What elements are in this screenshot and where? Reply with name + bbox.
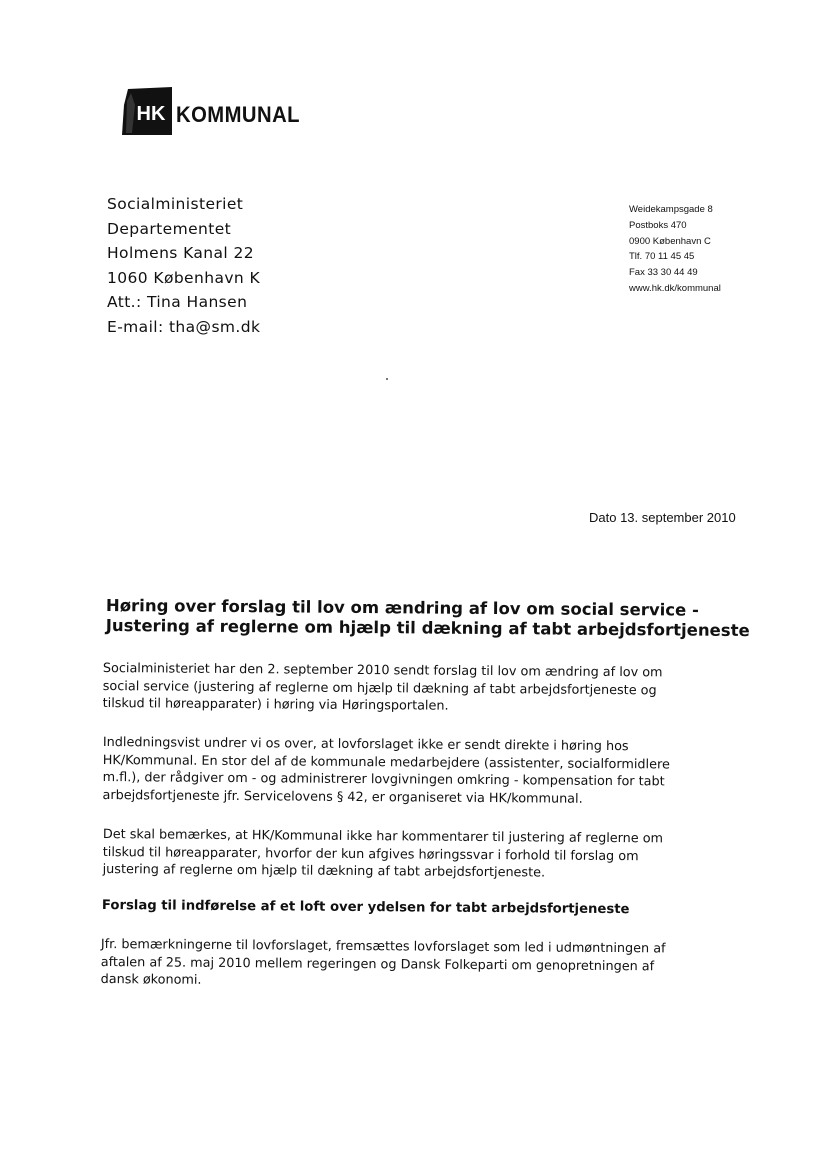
paragraph-3 <box>103 826 664 883</box>
paragraph-4 <box>101 936 666 993</box>
recipient-email: E-mail: tha@sm.dk <box>107 317 261 336</box>
recipient-line: Socialministeriet <box>107 195 244 213</box>
sender-line: Postboks 470 <box>629 219 687 231</box>
hk-kommunal-logo <box>118 84 311 136</box>
recipient-line: Holmens Kanal 22 <box>107 244 254 262</box>
paragraph-line: m.fl.), der rådgiver om - og administrerer lovgivningen omkring - kompensation for tabt <box>102 770 665 790</box>
paragraph-line: Socialministeriet har den 2. september 2010 sendt forslag til lov om ændring af lov om <box>102 660 663 681</box>
paragraph-line: justering af reglerne om hjælp til dækning af tabt arbejdsfortjeneste. <box>102 862 546 881</box>
paragraph-line: tilskud til høreapparater, hvorfor der kun afgives høringssvar i forhold til forslag om <box>102 844 639 864</box>
recipient-line: Att.: Tina Hansen <box>107 293 248 311</box>
paragraph-line: Indledningsvist undrer vi os over, at lovforslaget ikke er sendt direkte i høring hos <box>102 734 629 755</box>
sender-website: www.hk.dk/kommunal <box>629 282 721 294</box>
title-line: Høring over forslag til lov om ændring af lov om social service - <box>105 596 699 620</box>
hk-logo-mark-icon <box>118 85 174 135</box>
paragraph-line: social service (justering af reglerne om hjælp til dækning af tabt arbejdsfortjeneste og <box>102 678 657 698</box>
section-subheading: Forslag til indførelse af et loft over ydelsen for tabt arbejdsfortjeneste <box>101 898 630 918</box>
logo-mark-text: HK <box>136 103 166 125</box>
paragraph-2 <box>102 734 670 809</box>
paragraph-line: Jfr. bemærkningerne til lovforslaget, fremsættes lovforslaget som led i udmøntningen af <box>100 936 666 957</box>
paragraph-line: Det skal bemærkes, at HK/Kommunal ikke har kommentarer til justering af reglerne om <box>102 826 664 847</box>
sender-phone: Tlf. 70 11 45 45 <box>629 251 695 263</box>
letter-title <box>106 596 750 641</box>
recipient-line: Departementet <box>107 219 232 238</box>
sender-address <box>629 202 721 297</box>
letter-date: Dato 13. september 2010 <box>589 510 736 525</box>
paragraph-1 <box>103 660 663 717</box>
scan-speck <box>386 378 388 380</box>
paragraph-line: tilskud til høreapparater) i høring via Høringsportalen. <box>102 696 449 714</box>
paragraph-line: HK/Kommunal. En stor del af de kommunale medarbejdere (assistenter, socialformidlere <box>102 752 670 773</box>
title-line: Justering af reglerne om hjælp til dækning af tabt arbejdsfortjeneste <box>105 615 750 641</box>
paragraph-line: arbejdsfortjeneste jfr. Servicelovens § 42, er organiseret via HK/kommunal. <box>102 787 583 807</box>
sender-line: 0900 København C <box>629 235 711 247</box>
recipient-line: 1060 København K <box>107 268 261 287</box>
sender-fax: Fax 33 30 44 49 <box>629 267 698 279</box>
paragraph-line: dansk økonomi. <box>100 972 202 988</box>
logo-text: KOMMUNAL <box>176 102 300 127</box>
paragraph-line: aftalen af 25. maj 2010 mellem regeringen og Dansk Folkeparti om genopretningen af <box>100 954 655 974</box>
sender-line: Weidekampsgade 8 <box>629 204 713 215</box>
recipient-address <box>107 192 260 339</box>
